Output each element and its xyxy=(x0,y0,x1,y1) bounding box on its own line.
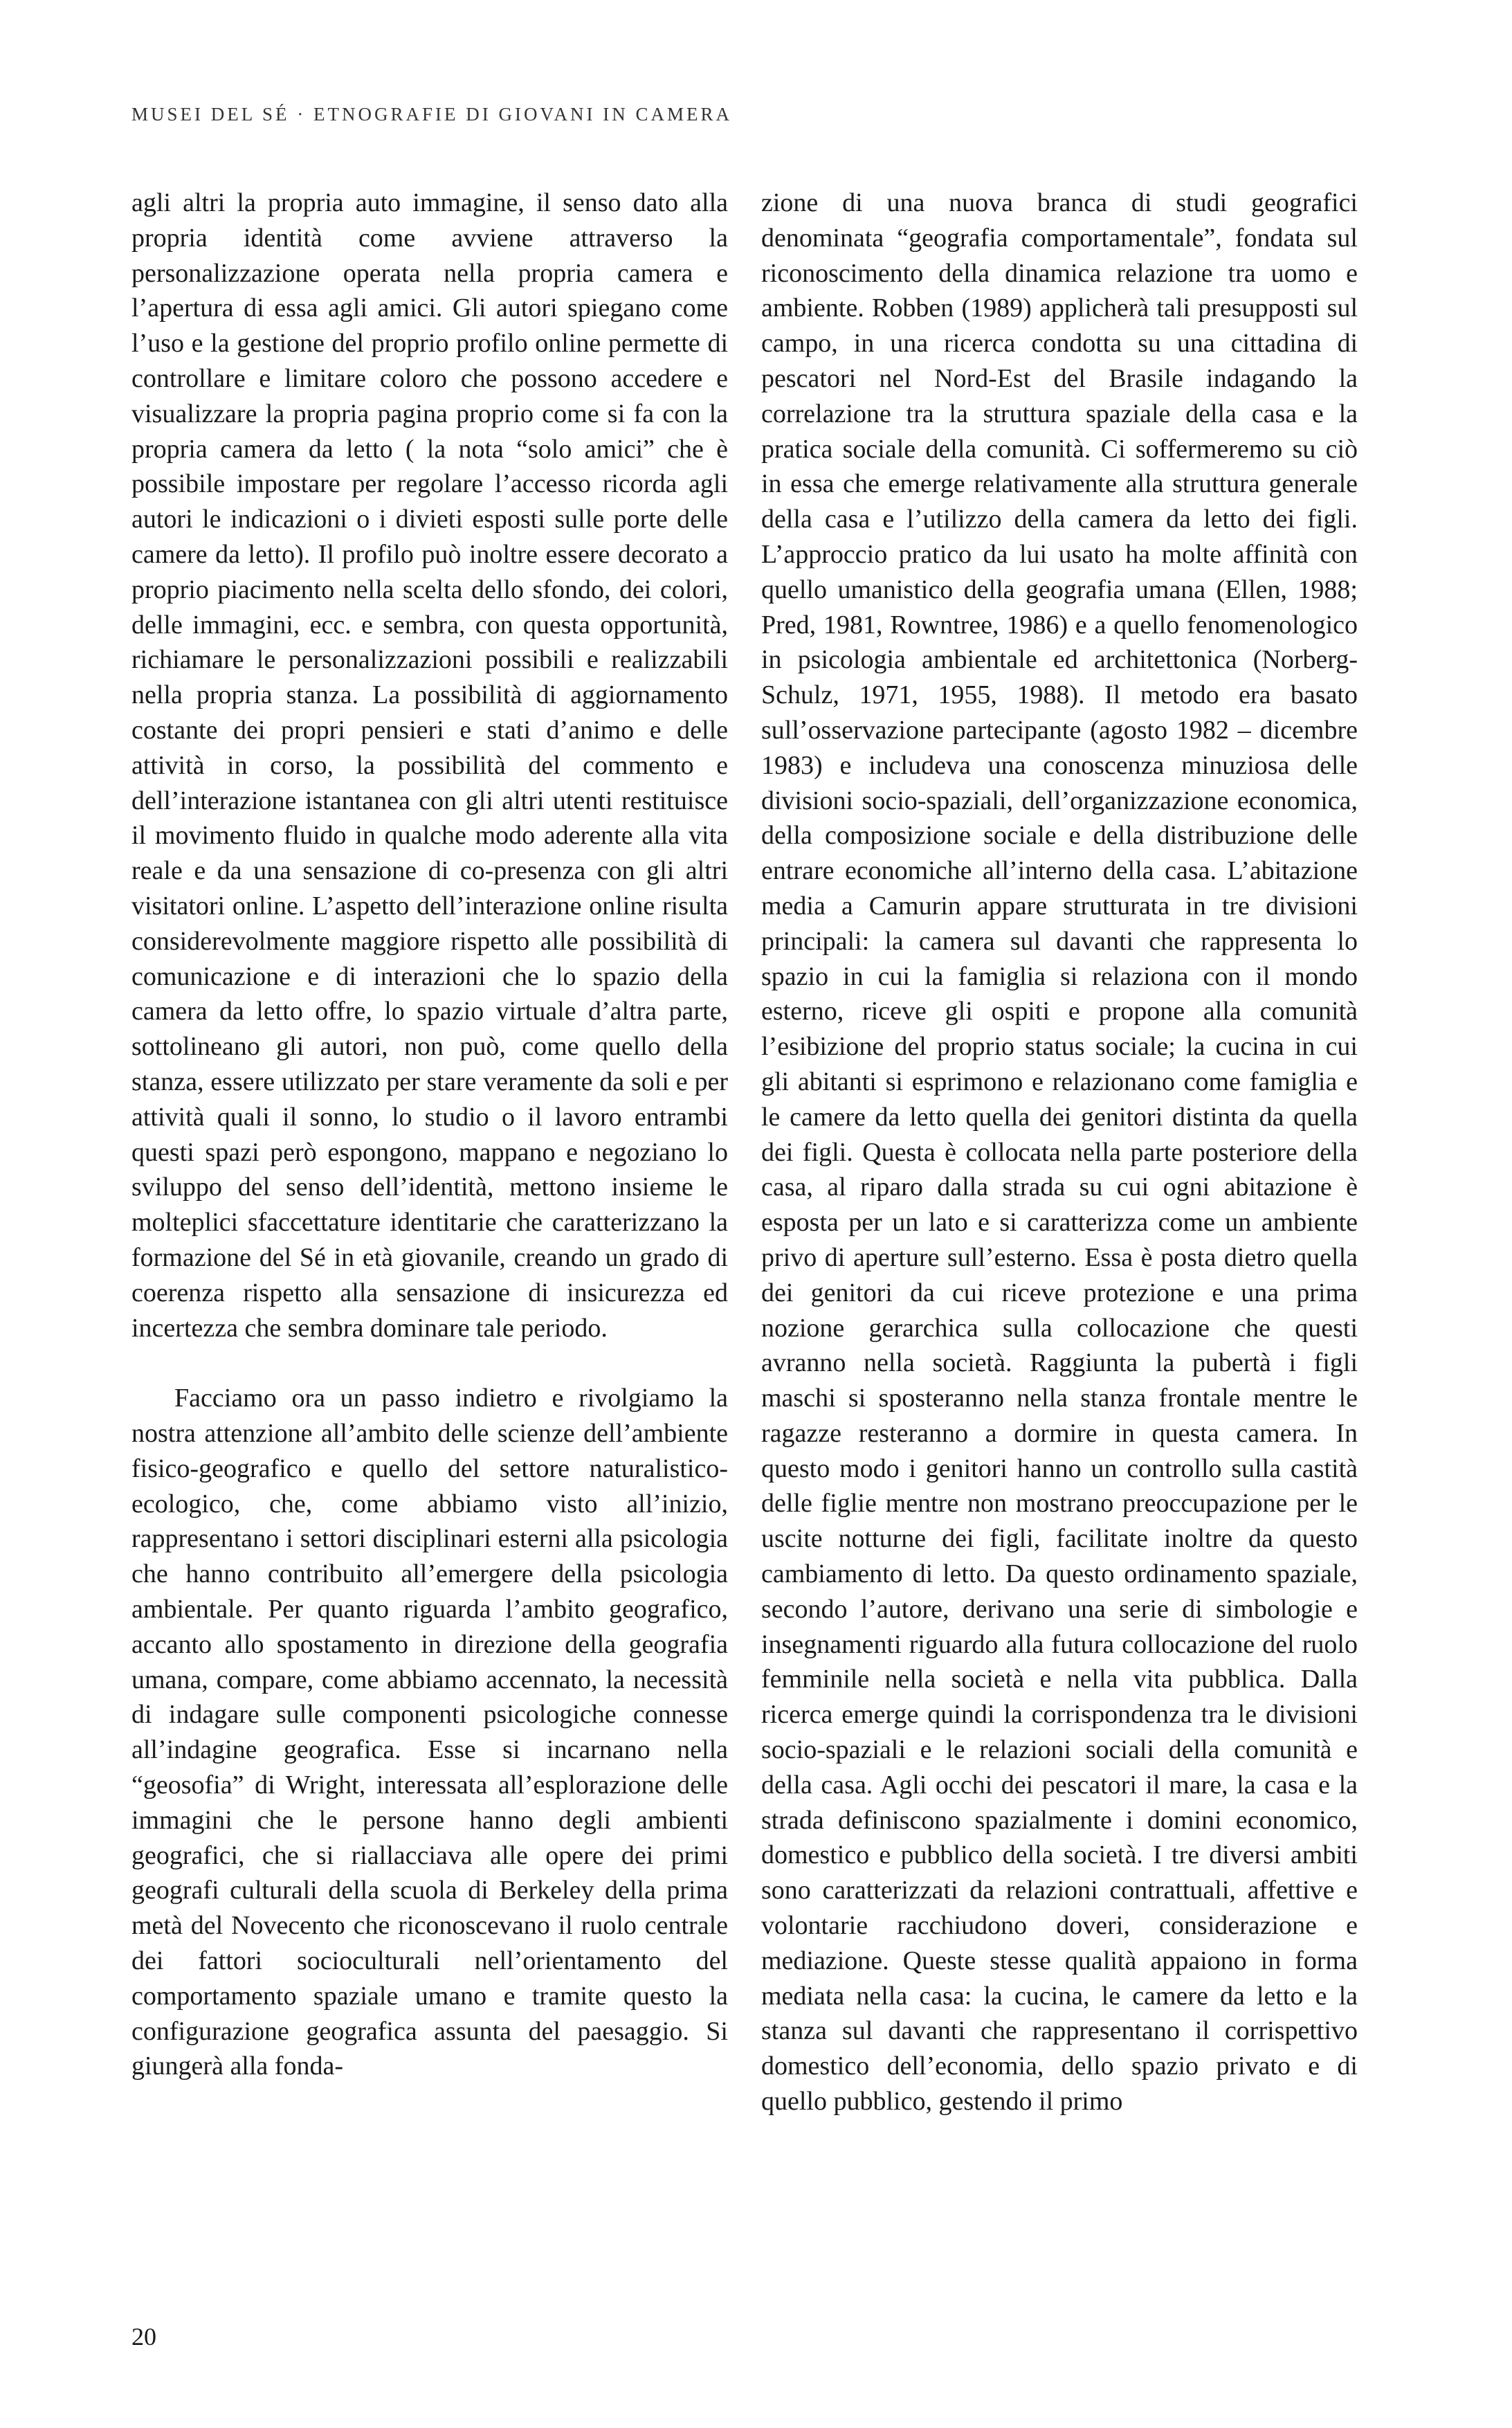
right-column xyxy=(761,185,1358,2119)
body-paragraph: Facciamo ora un passo indietro e rivolgiamo la nostra attenzione all’ambito delle scienze dell’ambiente fisico-geografico e quello del settore naturalistico-ecologico, che, come abbiamo visto all’inizio, rappresentano i settori disciplinari esterni alla psicologia che hanno contribuito all’emergere della psicologia ambientale. Per quanto riguarda l’ambito geografico, accanto allo spostamento in direzione della geografia umana, compare, come abbiamo accennato, la necessità di indagare sulle componenti psicologiche connesse all’indagine geografica. Esse si incarnano nella “geosofia” di Wright, interessata all’esplorazione delle immagini che le persone hanno degli ambienti geografici, che si riallacciava alle opere dei primi geografi culturali della scuola di Berkeley della prima metà del Novecento che riconoscevano il ruolo centrale dei fattori socioculturali nell’orientamento del comportamento spaziale umano e tramite questo la configurazione geografica assunta del paesaggio. Si giungerà alla fonda- xyxy=(131,1384,728,2081)
running-header: MUSEI DEL SÉ · ETNOGRAFIE DI GIOVANI IN CAMERA xyxy=(131,104,732,125)
body-paragraph: agli altri la propria auto immagine, il senso dato alla propria identità come avviene attraverso la personalizzazione operata nella propria camera e l’apertura di essa agli amici. Gli autori spiegano come l’uso e la gestione del proprio profilo online permette di controllare e limitare coloro che possono accedere e visualizzare la propria pagina proprio come si fa con la propria camera da letto ( la nota “solo amici” che è possibile impostare per regolare l’accesso ricorda agli autori le indicazioni o i divieti esposti sulle porte delle camere da letto). Il profilo può inoltre essere decorato a proprio piacimento nella scelta dello sfondo, dei colori, delle immagini, ecc. e sembra, con questa opportunità, richiamare le personalizzazioni possibili e realizzabili nella propria stanza. La possibilità di aggiornamento costante dei propri pensieri e stati d’animo e delle attività in corso, la possibilità del commento e dell’interazione istantanea con gli altri utenti restituisce il movimento fluido in qualche modo aderente alla vita reale e da una sensazione di co-presenza con gli altri visitatori online. L’aspetto dell’interazione online risulta considerevolmente maggiore rispetto alle possibilità di comunicazione e di interazioni che lo spazio della camera da letto offre, lo spazio virtuale d’altra parte, sottolineano gli autori, non può, come quello della stanza, essere utilizzato per stare veramente da soli e per attività quali il sonno, lo studio o il lavoro entrambi questi spazi però espongono, mappano e negoziano lo sviluppo del senso dell’identità, mettono insieme le molteplici sfaccettature identitarie che caratterizzano la formazione del Sé in età giovanile, creando un grado di coerenza rispetto alla sensazione di insicurezza ed incertezza che sembra dominare tale periodo. xyxy=(131,188,728,1343)
left-column xyxy=(131,185,728,2084)
page-number: 20 xyxy=(131,2323,156,2350)
body-paragraph: zione di una nuova branca di studi geografici denominata “geografia comportamentale”, fondata sul riconoscimento della dinamica relazione tra uomo e ambiente. Robben (1989) applicherà tali presupposti sul campo, in una ricerca condotta su una cittadina di pescatori nel Nord-Est del Brasile indagando la correlazione tra la struttura spaziale della casa e la pratica sociale della comunità. Ci soffermeremo su ciò in essa che emerge relativamente alla struttura generale della casa e l’utilizzo della camera da letto dei figli. L’approccio pratico da lui usato ha molte affinità con quello umanistico della geografia umana (Ellen, 1988; Pred, 1981, Rowntree, 1986) e a quello fenomenologico in psicologia ambientale ed architettonica (Norberg-Schulz, 1971, 1955, 1988). Il metodo era basato sull’osservazione partecipante (agosto 1982 – dicembre 1983) e includeva una conoscenza minuziosa delle divisioni socio-spaziali, dell’organizzazione economica, della composizione sociale e della distribuzione delle entrare economiche all’interno della casa. L’abitazione media a Camurin appare strutturata in tre divisioni principali: la camera sul davanti che rappresenta lo spazio in cui la famiglia si relaziona con il mondo esterno, riceve gli ospiti e propone alla comunità l’esibizione del proprio status sociale; la cucina in cui gli abitanti si esprimono e relazionano come famiglia e le camere da letto quella dei genitori distinta da quella dei figli. Questa è collocata nella parte posteriore della casa, al riparo dalla strada su cui ogni abitazione è esposta per un lato e si caratterizza come un ambiente privo di aperture sull’esterno. Essa è posta dietro quella dei genitori da cui riceve protezione e una prima nozione gerarchica sulla collocazione che questi avranno nella società. Raggiunta la pubertà i figli maschi si sposteranno nella stanza frontale mentre le ragazze resteranno a dormire in questa camera. In questo modo i genitori hanno un controllo sulla castità delle figlie mentre non mostrano preoccupazione per le uscite notturne dei figli, facilitate inoltre da questo cambiamento di letto. Da questo ordinamento spaziale, secondo l’autore, derivano una serie di simbologie e insegnamenti riguardo alla futura collocazione del ruolo femminile nella società e nella vita pubblica. Dalla ricerca emerge quindi la corrispondenza tra le divisioni socio-spaziali e le relazioni sociali della comunità e della casa. Agli occhi dei pescatori il mare, la casa e la strada definiscono spazialmente i domini economico, domestico e pubblico della società. I tre diversi ambiti sono caratterizzati da relazioni contrattuali, affettive e volontarie racchiudono doveri, considerazione e mediazione. Queste stesse qualità appaiono in forma mediata nella casa: la cucina, le camere da letto e la stanza sul davanti che rappresentano il corrispettivo domestico dell’economia, dello spazio privato e di quello pubblico, gestendo il primo xyxy=(761,188,1358,2117)
